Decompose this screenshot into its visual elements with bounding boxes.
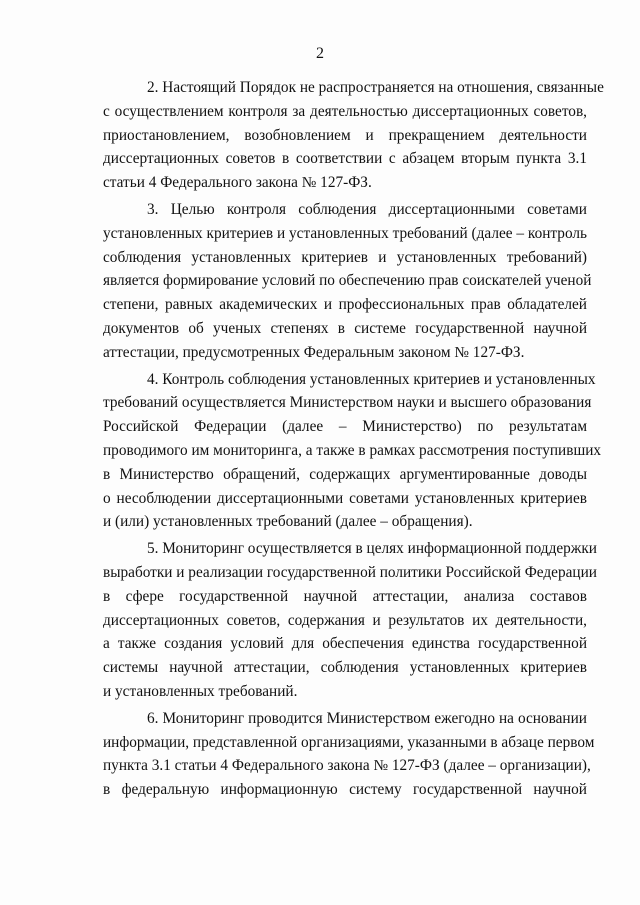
- text-line: аттестации, предусмотренных Федеральным законом № 127-ФЗ.: [103, 343, 525, 361]
- text-line: приостановлением, возобновлением и прекращением деятельности: [103, 126, 587, 144]
- text-line: информации, представленной организациями, указанными в абзаце первом: [103, 733, 595, 751]
- text-line: выработки и реализации государственной политики Российской Федерации: [103, 563, 597, 581]
- paragraph-6: [103, 707, 595, 802]
- text-line: в федеральную информационную систему государственной научной: [103, 781, 587, 799]
- text-line: с осуществлением контроля за деятельностью диссертационных советов,: [103, 102, 587, 120]
- text-line: в Министерство обращений, содержащих аргументированные доводы: [103, 465, 587, 483]
- text-line: диссертационных советов в соответствии с абзацем вторым пункта 3.1: [103, 150, 587, 168]
- paragraph-4: [103, 368, 602, 535]
- text-line: установленных критериев и установленных требований (далее – контроль: [103, 224, 587, 242]
- text-line: 6. Мониторинг проводится Министерством ежегодно на основании: [147, 709, 587, 727]
- text-line: 4. Контроль соблюдения установленных критериев и установленных: [147, 370, 596, 388]
- text-line: Российской Федерации (далее – Министерство) по результатам: [103, 418, 587, 436]
- text-line: степени, равных академических и профессиональных прав обладателей: [103, 296, 587, 314]
- text-line: 3. Целью контроля соблюдения диссертационными советами: [147, 200, 587, 218]
- text-line: статьи 4 Федерального закона № 127-ФЗ.: [103, 174, 372, 192]
- text-line: пункта 3.1 статьи 4 Федерального закона № 127-ФЗ (далее – организации),: [103, 757, 591, 775]
- text-line: о несоблюдении диссертационными советами установленных критериев: [103, 489, 587, 507]
- text-line: и (или) установленных требований (далее – обращения).: [103, 513, 473, 531]
- paragraph-5: [103, 537, 597, 704]
- document-body: [103, 76, 604, 802]
- text-line: в сфере государственной научной аттестации, анализа составов: [103, 587, 587, 605]
- text-line: и установленных требований.: [103, 682, 298, 700]
- page-number: 2: [316, 45, 324, 62]
- text-line: проводимого им мониторинга, а также в рамках рассмотрения поступивших: [103, 441, 602, 459]
- text-line: диссертационных советов, содержания и результатов их деятельности,: [103, 611, 587, 629]
- text-line: соблюдения установленных критериев и установленных требований): [103, 248, 587, 266]
- paragraph-2: [103, 76, 604, 195]
- text-line: требований осуществляется Министерством науки и высшего образования: [103, 394, 592, 412]
- text-line: 2. Настоящий Порядок не распространяется на отношения, связанные: [147, 79, 604, 96]
- text-line: 5. Мониторинг осуществляется в целях информационной поддержки: [147, 540, 597, 558]
- paragraph-3: [103, 198, 592, 365]
- text-line: документов об ученых степенях в системе государственной научной: [103, 319, 587, 337]
- text-line: является формирование условий по обеспечению прав соискателей ученой: [103, 272, 592, 290]
- text-line: а также создания условий для обеспечения единства государственной: [103, 635, 587, 653]
- text-line: системы научной аттестации, соблюдения установленных критериев: [103, 659, 587, 677]
